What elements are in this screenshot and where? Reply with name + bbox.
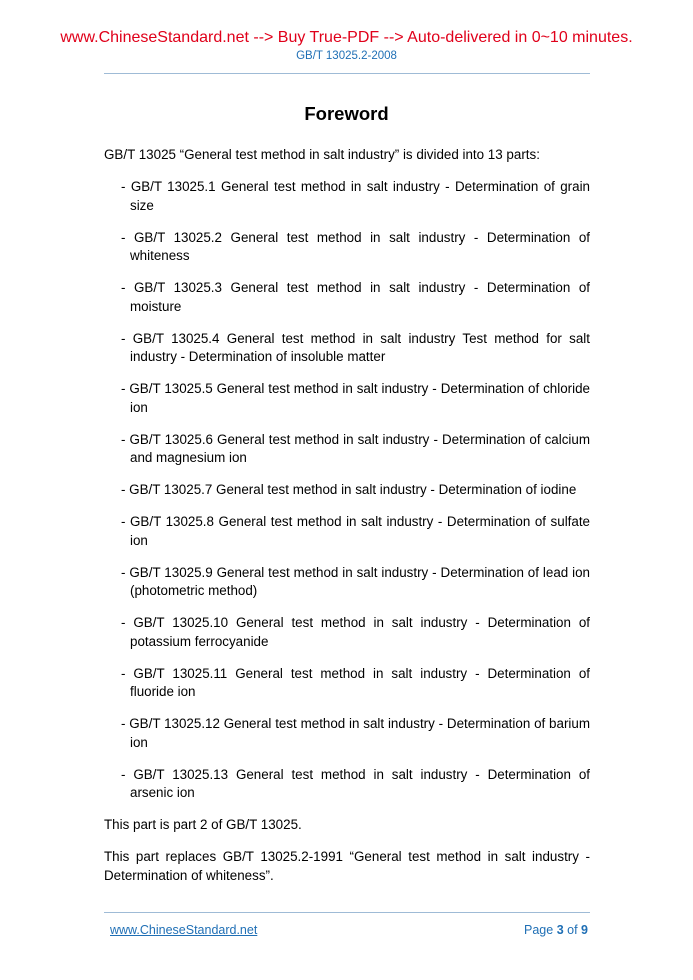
- list-item: - GB/T 13025.4 General test method in salt industry Test method for salt industry - Determination of insoluble matter: [121, 330, 590, 364]
- parts-list: [104, 178, 590, 803]
- page-of: of: [567, 923, 578, 937]
- page-total: 9: [581, 923, 588, 937]
- document-body: [104, 146, 590, 899]
- list-item: - GB/T 13025.2 General test method in salt industry - Determination of whiteness: [121, 229, 590, 263]
- part-statement: This part is part 2 of GB/T 13025.: [104, 817, 302, 832]
- page-title: Foreword: [304, 103, 389, 124]
- page-word: Page: [524, 923, 554, 937]
- list-item: - GB/T 13025.3 General test method in salt industry - Determination of moisture: [121, 280, 590, 314]
- page-indicator: [524, 922, 588, 938]
- page-current: 3: [556, 923, 564, 937]
- list-item: - GB/T 13025.12 General test method in salt industry - Determination of barium ion: [121, 716, 590, 750]
- document-code: GB/T 13025.2-2008: [296, 50, 397, 62]
- list-item: - GB/T 13025.5 General test method in salt industry - Determination of chloride ion: [121, 381, 590, 415]
- list-item: - GB/T 13025.7 General test method in salt industry - Determination of iodine: [121, 482, 577, 497]
- replacement-statement: This part replaces GB/T 13025.2-1991 “General test method in salt industry - Determination of whiteness”.: [104, 849, 590, 883]
- intro-paragraph: GB/T 13025 “General test method in salt industry” is divided into 13 parts:: [104, 147, 540, 162]
- header-divider: [104, 73, 590, 74]
- list-item: - GB/T 13025.1 General test method in salt industry - Determination of grain size: [121, 179, 590, 213]
- list-item: - GB/T 13025.6 General test method in salt industry - Determination of calcium and magnesium ion: [121, 431, 590, 465]
- list-item: - GB/T 13025.8 General test method in salt industry - Determination of sulfate ion: [121, 514, 590, 548]
- list-item: - GB/T 13025.11 General test method in salt industry - Determination of fluoride ion: [121, 665, 590, 699]
- list-item: - GB/T 13025.10 General test method in salt industry - Determination of potassium ferrocyanide: [121, 615, 590, 649]
- top-banner[interactable]: www.ChineseStandard.net --> Buy True-PDF --> Auto-delivered in 0~10 minutes.: [60, 29, 633, 46]
- list-item: - GB/T 13025.13 General test method in salt industry - Determination of arsenic ion: [121, 766, 590, 800]
- footer-site-link[interactable]: www.ChineseStandard.net: [110, 923, 258, 937]
- footer-divider: [104, 912, 590, 913]
- list-item: - GB/T 13025.9 General test method in salt industry - Determination of lead ion (photometric method): [121, 564, 590, 598]
